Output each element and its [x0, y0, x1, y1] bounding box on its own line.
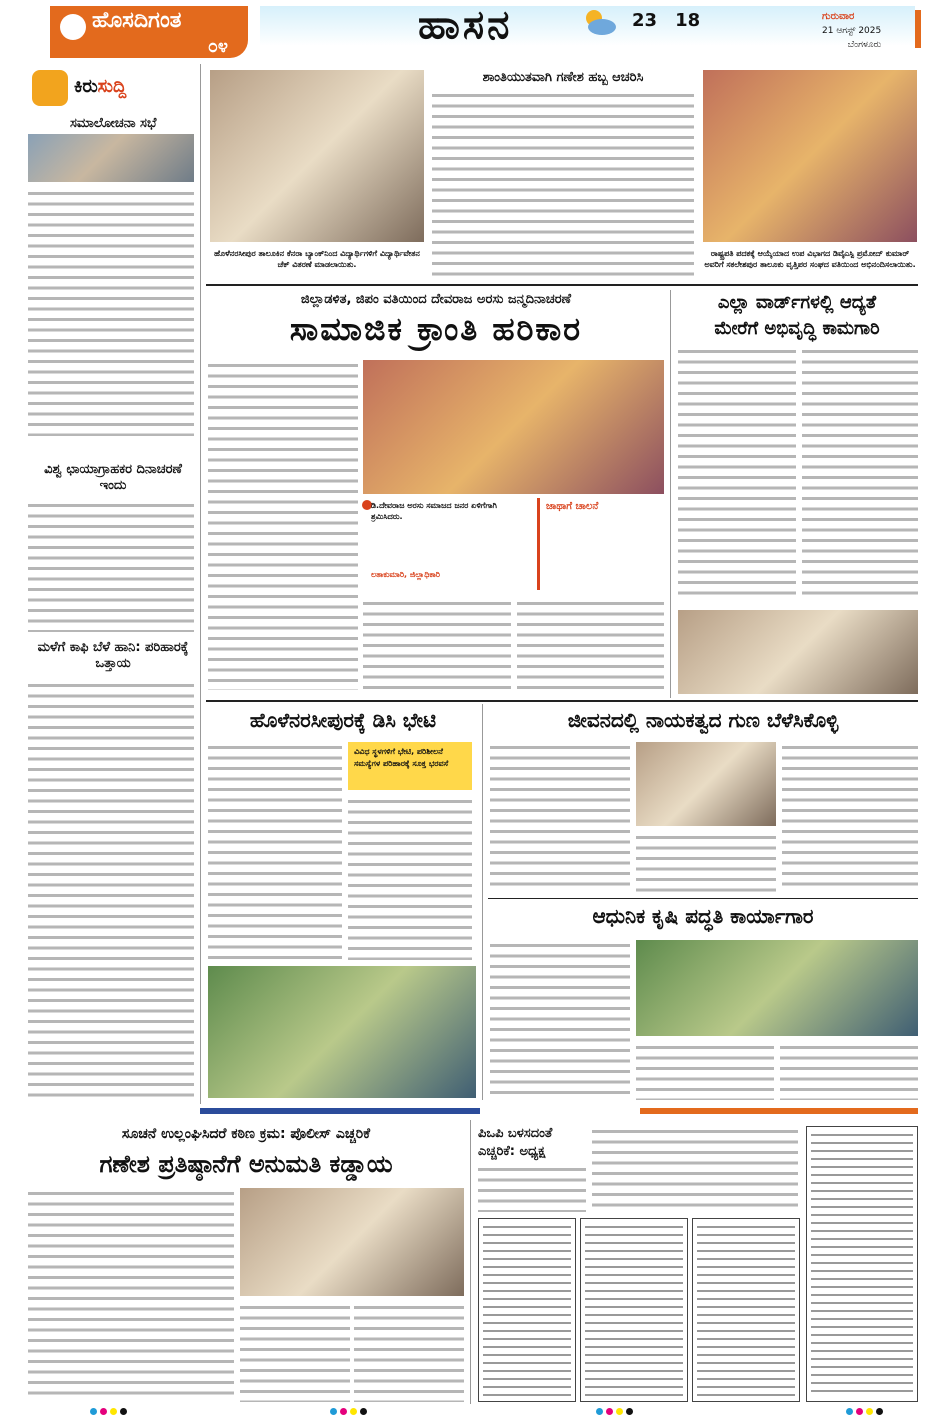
jatha-sidebar-title: ಜಾಥಾಗೆ ಚಾಲನೆ [546, 501, 599, 512]
lead-right-rule [670, 290, 671, 698]
agri-body-col3 [780, 1042, 918, 1100]
coffee-damage-body [28, 680, 194, 1098]
wards-body-col2 [802, 346, 918, 602]
kirusuddi-title-part1: ಕಿರು [74, 76, 98, 97]
bottom-rule [470, 1120, 471, 1404]
meeting-photo [28, 134, 194, 182]
photographers-day-body [28, 500, 194, 632]
leadership-photo [636, 742, 776, 826]
leadership-body-col2 [636, 832, 776, 892]
agri-headline: ಆಧುನಿಕ ಕೃಷಿ ಪದ್ಧತಿ ಕಾರ್ಯಾಗಾರ [592, 904, 814, 928]
brand-name: ಹೊಸದಿಗಂತ [92, 8, 182, 33]
jatha-sidebar [537, 498, 664, 590]
wards-photo [678, 610, 918, 694]
bottom-body-col1 [28, 1188, 234, 1402]
bottom-body-col3 [354, 1302, 464, 1402]
dysp-felicitation-photo [703, 70, 917, 242]
agri-rule [488, 898, 918, 899]
bottom-headline: ಗಣೇಶ ಪ್ರತಿಷ್ಠಾನೆಗೆ ಅನುಮತಿ ಕಡ್ಡಾಯ [99, 1150, 393, 1178]
lead-quote: ಡಿ.ದೇವರಾಜ ಅರಸು ಸಮಾಜದ ಜನರ ಏಳಿಗೆಗಾಗಿ ಶ್ರಮಿಸಿದರು. [371, 501, 497, 521]
registration-marks-center [330, 1408, 370, 1415]
registration-marks-far-right [846, 1408, 886, 1415]
canara-bank-photo [210, 70, 424, 242]
temp-high: 23 [632, 10, 658, 31]
photographers-day-headline: ವಿಶ್ವ ಛಾಯಾಗ್ರಾಹಕರ ದಿನಾಚರಣೆ ಇಂದು [44, 462, 182, 493]
wards-headline-line1: ಎಲ್ಲಾ ವಾರ್ಡ್‌ಗಳಲ್ಲಿ ಆದ್ಯತೆ [717, 292, 877, 313]
agri-body-col1 [490, 940, 630, 1100]
kirusuddi-title [74, 76, 126, 97]
samalochana-body [28, 188, 194, 436]
police-meeting-photo [240, 1188, 464, 1296]
masthead-edge [915, 10, 921, 48]
edition-title: ಹಾಸನ [418, 2, 513, 48]
leadership-headline: ಜೀವನದಲ್ಲಿ ನಾಯಕತ್ವದ ಗುಣ ಬೆಳೆಸಿಕೊಳ್ಳಿ [567, 708, 839, 732]
dc-visit-highlight-2: ಸಮಸ್ಯೆಗಳ ಪರಿಹಾರಕ್ಕೆ ಸೂಕ್ತ ಭರವಸೆ [354, 759, 449, 768]
wards-body-col1 [678, 346, 796, 602]
city: ಬೆಂಗಳೂರು [847, 40, 882, 50]
pop-headline-line2: ಎಚ್ಚರಿಕೆ: ಅಧ್ಯಕ್ಷ [478, 1144, 546, 1159]
registration-marks-left [90, 1408, 130, 1415]
registration-marks-right [596, 1408, 636, 1415]
bottom-kicker: ಸೂಚನೆ ಉಲ್ಲಂಘಿಸಿದರೆ ಕಠಿಣ ಕ್ರಮ: ಪೊಲೀಸ್ ಎಚ್ಚರಿಕೆ [121, 1126, 371, 1142]
pop-body-col2 [592, 1126, 798, 1212]
lead-kicker: ಜಿಲ್ಲಾಡಳಿತ, ಜಿಪಂ ವತಿಯಿಂದ ದೇವರಾಜ ಅರಸು ಜನ್ಮದಿನಾಚರಣೆ [300, 292, 572, 307]
top-section-rule [206, 284, 918, 286]
section-strip-orange [640, 1108, 918, 1114]
section-strip-blue [200, 1108, 480, 1114]
weekday: ಗುರುವಾರ [822, 11, 855, 22]
weather-icon [580, 8, 620, 36]
page-number: ೦೪ [207, 36, 228, 57]
pop-body-col1 [478, 1164, 586, 1212]
lead-quote-author: ಲತಾಕುಮಾರಿ, ಜಿಲ್ಲಾಧಿಕಾರಿ [371, 570, 441, 579]
lead-body-col1 [208, 360, 358, 690]
date: 21 ಆಗಸ್ಟ್ 2025 [822, 26, 882, 36]
brand-logo-icon [60, 14, 86, 40]
dc-visit-photo [208, 966, 476, 1098]
samalochana-headline: ಸಮಾಲೋಚನಾ ಸಭೆ [70, 116, 157, 131]
lead-photo [363, 360, 664, 494]
kirusuddi-icon [32, 70, 68, 106]
legal-notice-2 [580, 1218, 688, 1402]
masthead-brand [50, 6, 248, 58]
mid-section-rule [206, 700, 918, 702]
dc-visit-rule [482, 704, 483, 1100]
temp-low: 18 [675, 10, 701, 31]
bottom-body-col2 [240, 1302, 350, 1402]
pop-headline-line1: ಪಿಒಪಿ ಬಳಸದಂತೆ [478, 1126, 553, 1141]
ganesha-peace-body [432, 90, 694, 276]
dc-visit-body-col2 [348, 796, 472, 960]
leadership-body-col3 [782, 742, 918, 892]
ganesha-peace-headline: ಶಾಂತಿಯುತವಾಗಿ ಗಣೇಶ ಹಬ್ಬ ಆಚರಿಸಿ [482, 70, 644, 85]
leadership-body-col1 [490, 742, 630, 892]
legal-notice-3 [692, 1218, 800, 1402]
left-column-rule [200, 64, 201, 1104]
canara-bank-caption: ಹೊಳೆನರಸೀಪುರ ತಾಲೂಕಿನ ಕೆನರಾ ಬ್ಯಾಂಕ್‌ನಿಂದ ವಿದ್ಯಾರ್ಥಿಗಳಿಗೆ ವಿದ್ಯಾರ್ಥಿವೇತನ ಚೆಕ್ ವಿತರಣೆ ಮಾಡಲಾಯಿತು. [214, 249, 420, 269]
dc-visit-headline: ಹೊಳೆನರಸೀಪುರಕ್ಕೆ ಡಿಸಿ ಭೇಟಿ [249, 708, 437, 732]
legal-notice-4 [806, 1126, 918, 1402]
legal-notice-1 [478, 1218, 576, 1402]
kirusuddi-title-part2: ಸುದ್ದಿ [97, 76, 127, 97]
temperature [632, 10, 718, 31]
coffee-damage-headline: ಮಳೆಗೆ ಕಾಫಿ ಬೆಳೆ ಹಾನಿ: ಪರಿಹಾರಕ್ಕೆ ಒತ್ತಾಯ [37, 640, 189, 671]
dc-visit-highlights [348, 742, 472, 790]
wards-headline-line2: ಮೇರೆಗೆ ಅಭಿವೃದ್ಧಿ ಕಾಮಗಾರಿ [714, 318, 880, 339]
lead-body-col2 [363, 598, 511, 690]
dc-visit-body-col1 [208, 742, 342, 960]
agri-photo [636, 940, 918, 1036]
lead-headline: ಸಾಮಾಜಿಕ ಕ್ರಾಂತಿ ಹರಿಕಾರ [289, 310, 583, 348]
dysp-felicitation-caption: ರಾಷ್ಟ್ರಪತಿ ಪದಕಕ್ಕೆ ಆಯ್ಕೆಯಾದ ಉಪ ವಿಭಾಗದ ಡಿವೈಎಸ್ಪಿ ಪ್ರಮೋದ್ ಕುಮಾರ್ ಅವರಿಗೆ ಸಕಲೇಶಪುರ ತಾಲೂಕು ವೃತ್ತಿಪರ ಸಂಘದ ವತಿಯಿಂದ ಅಭಿನಂದಿಸಲಾಯಿತು. [704, 249, 916, 269]
lead-body-col3 [517, 598, 664, 690]
agri-body-col2 [636, 1042, 774, 1100]
dc-visit-highlight-1: ವಿವಿಧ ಸ್ಥಳಗಳಿಗೆ ಭೇಟಿ, ಪರಿಶೀಲನೆ [354, 747, 443, 756]
date-box [822, 10, 881, 52]
